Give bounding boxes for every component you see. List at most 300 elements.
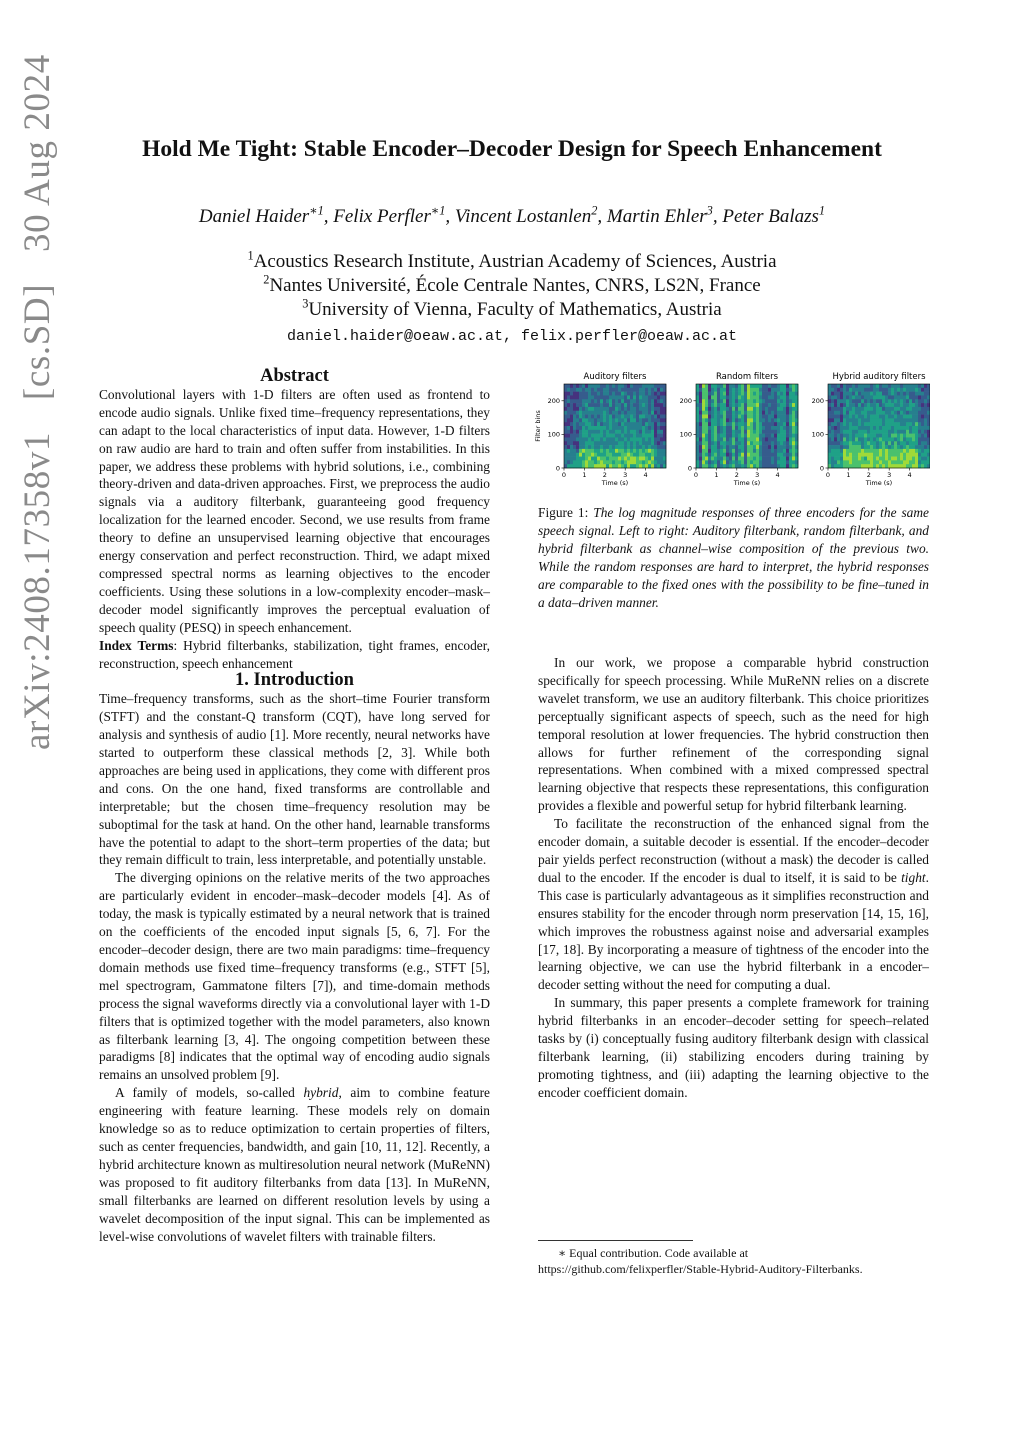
heatmap-cell bbox=[837, 411, 840, 415]
heatmap-cell bbox=[867, 399, 870, 403]
heatmap-cell bbox=[873, 464, 876, 468]
heatmap-cell bbox=[729, 441, 732, 445]
heatmap-cell bbox=[789, 464, 792, 468]
heatmap-cell bbox=[849, 453, 852, 457]
heatmap-cell bbox=[621, 460, 624, 464]
heatmap-cell bbox=[915, 453, 918, 457]
heatmap-cell bbox=[828, 453, 831, 457]
heatmap-cell bbox=[897, 457, 900, 461]
heatmap-cell bbox=[780, 418, 783, 422]
heatmap-cell bbox=[639, 411, 642, 415]
heatmap-cell bbox=[912, 395, 915, 399]
heatmap-cell bbox=[696, 388, 699, 392]
heatmap-cell bbox=[645, 441, 648, 445]
heatmap-cell bbox=[909, 422, 912, 426]
heatmap-cell bbox=[891, 392, 894, 396]
heatmap-cell bbox=[903, 388, 906, 392]
heatmap-cell bbox=[834, 449, 837, 453]
heatmap-cell bbox=[918, 441, 921, 445]
heatmap-cell bbox=[570, 430, 573, 434]
heatmap-cell bbox=[723, 445, 726, 449]
heatmap-cell bbox=[600, 449, 603, 453]
heatmap-cell bbox=[633, 399, 636, 403]
heatmap-cell bbox=[900, 434, 903, 438]
heatmap-cell bbox=[768, 418, 771, 422]
heatmap-cell bbox=[885, 388, 888, 392]
heatmap-cell bbox=[840, 415, 843, 419]
heatmap-cell bbox=[909, 445, 912, 449]
heatmap-cell bbox=[840, 392, 843, 396]
heatmap-cell bbox=[573, 403, 576, 407]
left-column bbox=[99, 368, 490, 1245]
heatmap-cell bbox=[591, 384, 594, 388]
heatmap-cell bbox=[738, 449, 741, 453]
heatmap-cell bbox=[738, 388, 741, 392]
heatmap-cell bbox=[924, 449, 927, 453]
heatmap-cell bbox=[621, 407, 624, 411]
heatmap-cell bbox=[654, 441, 657, 445]
heatmap-cell bbox=[723, 384, 726, 388]
heatmap-cell bbox=[912, 403, 915, 407]
heatmap-cell bbox=[900, 411, 903, 415]
heatmap-cell bbox=[855, 403, 858, 407]
heatmap-cell bbox=[843, 457, 846, 461]
author: Daniel Haider$^{∗1}$ bbox=[198, 203, 324, 227]
heatmap-cell bbox=[645, 415, 648, 419]
heatmap-cell bbox=[579, 399, 582, 403]
heatmap-cell bbox=[570, 426, 573, 430]
heatmap-cell bbox=[777, 403, 780, 407]
heatmap-cell bbox=[828, 426, 831, 430]
heatmap-cell bbox=[615, 407, 618, 411]
heatmap-cell bbox=[885, 441, 888, 445]
heatmap-cell bbox=[840, 411, 843, 415]
heatmap-cell bbox=[612, 426, 615, 430]
heatmap-cell bbox=[750, 403, 753, 407]
heatmap-cell bbox=[726, 388, 729, 392]
heatmap-cell bbox=[648, 384, 651, 388]
heatmap-cell bbox=[594, 430, 597, 434]
heatmap-cell bbox=[708, 399, 711, 403]
heatmap-cell bbox=[570, 392, 573, 396]
heatmap-cell bbox=[864, 464, 867, 468]
heatmap-cell bbox=[618, 418, 621, 422]
heatmap-cell bbox=[879, 430, 882, 434]
heatmap-cell bbox=[639, 430, 642, 434]
heatmap-cell bbox=[717, 434, 720, 438]
heatmap-cell bbox=[600, 464, 603, 468]
heatmap-cell bbox=[573, 441, 576, 445]
heatmap-cell bbox=[903, 434, 906, 438]
heatmap-cell bbox=[870, 445, 873, 449]
heatmap-cell bbox=[789, 437, 792, 441]
heatmap-cell bbox=[765, 426, 768, 430]
heatmap-cell bbox=[873, 460, 876, 464]
heatmap-cell bbox=[840, 457, 843, 461]
heatmap-cell bbox=[885, 445, 888, 449]
heatmap-cell bbox=[612, 457, 615, 461]
heatmap-cell bbox=[603, 441, 606, 445]
x-tick-label: 4 bbox=[643, 471, 648, 479]
heatmap-cell bbox=[876, 445, 879, 449]
heatmap-cell bbox=[768, 395, 771, 399]
heatmap-cell bbox=[699, 411, 702, 415]
heatmap-cell bbox=[915, 395, 918, 399]
heatmap-cell bbox=[621, 388, 624, 392]
heatmap-cell bbox=[588, 422, 591, 426]
heatmap-cell bbox=[567, 395, 570, 399]
heatmap-cell bbox=[576, 399, 579, 403]
heatmap-cell bbox=[750, 384, 753, 388]
heatmap-cell bbox=[867, 460, 870, 464]
heatmap-cell bbox=[741, 437, 744, 441]
heatmap-cell bbox=[588, 395, 591, 399]
introduction-heading: 1. Introduction bbox=[235, 670, 354, 691]
heatmap-cell bbox=[834, 411, 837, 415]
heatmap-cell bbox=[603, 407, 606, 411]
heatmap-cell bbox=[747, 395, 750, 399]
heatmap-cell bbox=[759, 441, 762, 445]
heatmap-cell bbox=[828, 407, 831, 411]
heatmap-cell bbox=[753, 392, 756, 396]
heatmap-cell bbox=[843, 407, 846, 411]
heatmap-cell bbox=[657, 392, 660, 396]
heatmap-cell bbox=[651, 457, 654, 461]
heatmap-cell bbox=[735, 430, 738, 434]
y-tick-label: 0 bbox=[555, 464, 560, 473]
heatmap-cell bbox=[906, 460, 909, 464]
heatmap-cell bbox=[870, 434, 873, 438]
heatmap-cell bbox=[564, 430, 567, 434]
heatmap-cell bbox=[588, 437, 591, 441]
heatmap-cell bbox=[858, 384, 861, 388]
heatmap-cell bbox=[756, 460, 759, 464]
heatmap-cell bbox=[750, 418, 753, 422]
heatmap-cell bbox=[777, 453, 780, 457]
heatmap-cell bbox=[831, 460, 834, 464]
heatmap-cell bbox=[714, 426, 717, 430]
heatmap-cell bbox=[852, 415, 855, 419]
heatmap-cell bbox=[891, 430, 894, 434]
heatmap-cell bbox=[588, 457, 591, 461]
heatmap-cell bbox=[879, 388, 882, 392]
heatmap-cell bbox=[870, 418, 873, 422]
heatmap-cell bbox=[831, 411, 834, 415]
heatmap-cell bbox=[579, 430, 582, 434]
heatmap-cell bbox=[834, 441, 837, 445]
heatmap-cell bbox=[645, 407, 648, 411]
heatmap-cell bbox=[654, 403, 657, 407]
heatmap-cell bbox=[762, 384, 765, 388]
heatmap-cell bbox=[849, 392, 852, 396]
heatmap-cell bbox=[618, 460, 621, 464]
heatmap-cell bbox=[870, 407, 873, 411]
heatmap-cell bbox=[882, 453, 885, 457]
heatmap-cell bbox=[717, 437, 720, 441]
heatmap-cell bbox=[861, 437, 864, 441]
heatmap-cell bbox=[597, 430, 600, 434]
heatmap-cell bbox=[588, 418, 591, 422]
heatmap-cell bbox=[582, 392, 585, 396]
heatmap-cell bbox=[864, 388, 867, 392]
heatmap-cell bbox=[861, 384, 864, 388]
heatmap-cell bbox=[642, 403, 645, 407]
heatmap-cell bbox=[771, 426, 774, 430]
heatmap-cell bbox=[831, 437, 834, 441]
heatmap-cell bbox=[741, 395, 744, 399]
heatmap-cell bbox=[744, 437, 747, 441]
heatmap-cell bbox=[831, 403, 834, 407]
heatmap-cell bbox=[744, 418, 747, 422]
heatmap-cell bbox=[777, 395, 780, 399]
author: Vincent Lostanlen$^2$ bbox=[454, 203, 598, 227]
heatmap-cell bbox=[783, 460, 786, 464]
heatmap-cell bbox=[792, 392, 795, 396]
heatmap-cell bbox=[885, 399, 888, 403]
heatmap-cell bbox=[726, 384, 729, 388]
heatmap-cell bbox=[756, 418, 759, 422]
heatmap-cell bbox=[654, 445, 657, 449]
heatmap-cell bbox=[579, 449, 582, 453]
heatmap-cell bbox=[606, 422, 609, 426]
heatmap-cell bbox=[840, 418, 843, 422]
heatmap-cell bbox=[738, 434, 741, 438]
heatmap-cell bbox=[888, 418, 891, 422]
heatmap-cell bbox=[918, 430, 921, 434]
heatmap-cell bbox=[579, 388, 582, 392]
heatmap-cell bbox=[708, 464, 711, 468]
heatmap-cell bbox=[627, 437, 630, 441]
heatmap-cell bbox=[777, 399, 780, 403]
heatmap-cell bbox=[849, 407, 852, 411]
heatmap-cell bbox=[882, 434, 885, 438]
heatmap-cell bbox=[600, 434, 603, 438]
intro-paragraph: A family of models, so-called hybrid, aim to combine feature engineering with feature learning. These models rely on domain knowledge so as to reduce optimization to certain properties of filters, such as center frequencies, bandwidth, and gain [10, 11, 12]. Recently, a hybrid architecture known as multiresolution neural network (MuReNN) was proposed to fit auditory filterbanks from data [13]. In MuReNN, small filterbanks are learned on different resolution levels by using a wavelet decomposition of the input signal. This can be implemented as level-wise convolutions of wavelet filters with trainable filters. bbox=[99, 1085, 490, 1244]
heatmap-cell bbox=[921, 460, 924, 464]
heatmap-cell bbox=[699, 453, 702, 457]
heatmap-cell bbox=[564, 411, 567, 415]
heatmap-cell bbox=[720, 399, 723, 403]
heatmap-cell bbox=[744, 415, 747, 419]
heatmap-cell bbox=[585, 437, 588, 441]
heatmap-cell bbox=[870, 415, 873, 419]
heatmap-cell bbox=[867, 437, 870, 441]
heatmap-cell bbox=[585, 445, 588, 449]
heatmap-cell bbox=[600, 399, 603, 403]
heatmap-cell bbox=[777, 464, 780, 468]
heatmap-cell bbox=[759, 434, 762, 438]
heatmap-cell bbox=[849, 457, 852, 461]
heatmap-cell bbox=[885, 457, 888, 461]
heatmap-cell bbox=[924, 437, 927, 441]
heatmap-cell bbox=[870, 457, 873, 461]
heatmap-cell bbox=[717, 415, 720, 419]
heatmap-cell bbox=[759, 411, 762, 415]
heatmap-cell bbox=[714, 403, 717, 407]
heatmap-cell bbox=[657, 460, 660, 464]
heatmap-cell bbox=[594, 437, 597, 441]
heatmap-cell bbox=[657, 441, 660, 445]
heatmap-cell bbox=[783, 388, 786, 392]
heatmap-cell bbox=[708, 395, 711, 399]
heatmap-cell bbox=[738, 384, 741, 388]
heatmap-cell bbox=[753, 457, 756, 461]
heatmap-cell bbox=[714, 418, 717, 422]
heatmap-cell bbox=[627, 422, 630, 426]
heatmap-cell bbox=[906, 437, 909, 441]
heatmap-cell bbox=[879, 392, 882, 396]
heatmap-cell bbox=[774, 434, 777, 438]
heatmap-cell bbox=[879, 464, 882, 468]
heatmap-cell bbox=[747, 437, 750, 441]
heatmap-cell bbox=[741, 403, 744, 407]
heatmap-cell bbox=[867, 449, 870, 453]
heatmap-cell bbox=[576, 407, 579, 411]
heatmap-cell bbox=[714, 392, 717, 396]
heatmap-cell bbox=[750, 392, 753, 396]
heatmap-cell bbox=[639, 449, 642, 453]
heatmap-cell bbox=[717, 457, 720, 461]
heatmap-cell bbox=[612, 395, 615, 399]
heatmap-cell bbox=[747, 384, 750, 388]
heatmap-cell bbox=[903, 460, 906, 464]
heatmap-cell bbox=[900, 449, 903, 453]
heatmap-cell bbox=[852, 464, 855, 468]
heatmap-cell bbox=[744, 399, 747, 403]
heatmap-cell bbox=[642, 453, 645, 457]
heatmap-cell bbox=[861, 453, 864, 457]
heatmap-cell bbox=[900, 415, 903, 419]
heatmap-cell bbox=[891, 388, 894, 392]
heatmap-cell bbox=[744, 453, 747, 457]
heatmap-cell bbox=[720, 430, 723, 434]
heatmap-cell bbox=[924, 411, 927, 415]
heatmap-cell bbox=[858, 445, 861, 449]
heatmap-cell bbox=[747, 441, 750, 445]
heatmap-cell bbox=[711, 445, 714, 449]
heatmap-cell bbox=[891, 437, 894, 441]
heatmap-cell bbox=[654, 426, 657, 430]
heatmap-cell bbox=[660, 437, 663, 441]
heatmap-cell bbox=[915, 430, 918, 434]
heatmap-cell bbox=[780, 403, 783, 407]
heatmap-cell bbox=[924, 418, 927, 422]
heatmap-cell bbox=[792, 460, 795, 464]
heatmap-cell bbox=[585, 460, 588, 464]
heatmap-cell bbox=[702, 411, 705, 415]
heatmap-cell bbox=[918, 464, 921, 468]
heatmap-cell bbox=[696, 422, 699, 426]
heatmap-cell bbox=[711, 399, 714, 403]
heatmap-cell bbox=[660, 449, 663, 453]
heatmap-cell bbox=[705, 445, 708, 449]
heatmap-cell bbox=[906, 426, 909, 430]
heatmap-cell bbox=[642, 437, 645, 441]
heatmap-cell bbox=[888, 453, 891, 457]
heatmap-cell bbox=[627, 430, 630, 434]
heatmap-cell bbox=[858, 388, 861, 392]
heatmap-cell bbox=[762, 430, 765, 434]
heatmap-cell bbox=[600, 445, 603, 449]
intro-paragraph: In our work, we propose a comparable hybrid construction specifically for speech processing. While MuReNN relies on a discrete wavelet transform, we use an auditory filterbank. This choice prioritizes perceptually significant aspects of speech, such as the need for high temporal resolution at lower frequencies. The hybrid construction then allows for further refinement of the corresponding signal representations. When combined with a mixed compressed spectral learning objective that respects these representations, this configuration provides a flexible and powerful setup for hybrid filterbank learning. bbox=[538, 655, 929, 814]
heatmap-cell bbox=[660, 457, 663, 461]
heatmap-cell bbox=[714, 437, 717, 441]
heatmap-cell bbox=[849, 399, 852, 403]
heatmap-cell bbox=[918, 434, 921, 438]
heatmap-cell bbox=[771, 464, 774, 468]
heatmap-cell bbox=[906, 399, 909, 403]
heatmap-cell bbox=[618, 422, 621, 426]
heatmap-cell bbox=[585, 392, 588, 396]
heatmap-cell bbox=[633, 445, 636, 449]
heatmap-cell bbox=[852, 418, 855, 422]
heatmap-cell bbox=[924, 434, 927, 438]
heatmap-cell bbox=[780, 411, 783, 415]
heatmap-cell bbox=[750, 422, 753, 426]
heatmap-cell bbox=[708, 392, 711, 396]
heatmap-cell bbox=[753, 453, 756, 457]
heatmap-cell bbox=[726, 426, 729, 430]
heatmap-cell bbox=[609, 434, 612, 438]
heatmap-cell bbox=[714, 434, 717, 438]
heatmap-cell bbox=[741, 426, 744, 430]
heatmap-cell bbox=[606, 445, 609, 449]
heatmap-cell bbox=[888, 415, 891, 419]
heatmap-cell bbox=[606, 460, 609, 464]
heatmap-cell bbox=[579, 392, 582, 396]
heatmap-cell bbox=[906, 395, 909, 399]
heatmap-cell bbox=[735, 441, 738, 445]
heatmap-cell bbox=[717, 422, 720, 426]
heatmap-cell bbox=[636, 460, 639, 464]
heatmap-cell bbox=[609, 407, 612, 411]
heatmap-cell bbox=[843, 437, 846, 441]
heatmap-cell bbox=[612, 415, 615, 419]
heatmap-cell bbox=[924, 426, 927, 430]
heatmap-cell bbox=[909, 457, 912, 461]
heatmap-cell bbox=[603, 449, 606, 453]
x-tick-label: 3 bbox=[887, 471, 892, 479]
heatmap-cell bbox=[600, 403, 603, 407]
heatmap-cell bbox=[636, 445, 639, 449]
heatmap-cell bbox=[870, 384, 873, 388]
heatmap-cell bbox=[846, 392, 849, 396]
heatmap-cell bbox=[723, 441, 726, 445]
heatmap-cell bbox=[876, 415, 879, 419]
heatmap-cell bbox=[585, 426, 588, 430]
heatmap-cell bbox=[861, 403, 864, 407]
heatmap-cell bbox=[900, 445, 903, 449]
heatmap-cell bbox=[621, 403, 624, 407]
heatmap-cell bbox=[912, 464, 915, 468]
heatmap-cell bbox=[657, 430, 660, 434]
heatmap-cell bbox=[774, 388, 777, 392]
heatmap-cell bbox=[786, 453, 789, 457]
heatmap-cell bbox=[705, 426, 708, 430]
heatmap-cell bbox=[597, 434, 600, 438]
heatmap-cell bbox=[624, 392, 627, 396]
heatmap-cell bbox=[837, 434, 840, 438]
heatmap-cell bbox=[756, 464, 759, 468]
heatmap-cell bbox=[576, 411, 579, 415]
heatmap-cell bbox=[747, 426, 750, 430]
heatmap-cell bbox=[774, 453, 777, 457]
heatmap-cell bbox=[717, 399, 720, 403]
heatmap-cell bbox=[837, 449, 840, 453]
heatmap-cell bbox=[855, 441, 858, 445]
heatmap-cell bbox=[846, 437, 849, 441]
heatmap-cell bbox=[888, 449, 891, 453]
